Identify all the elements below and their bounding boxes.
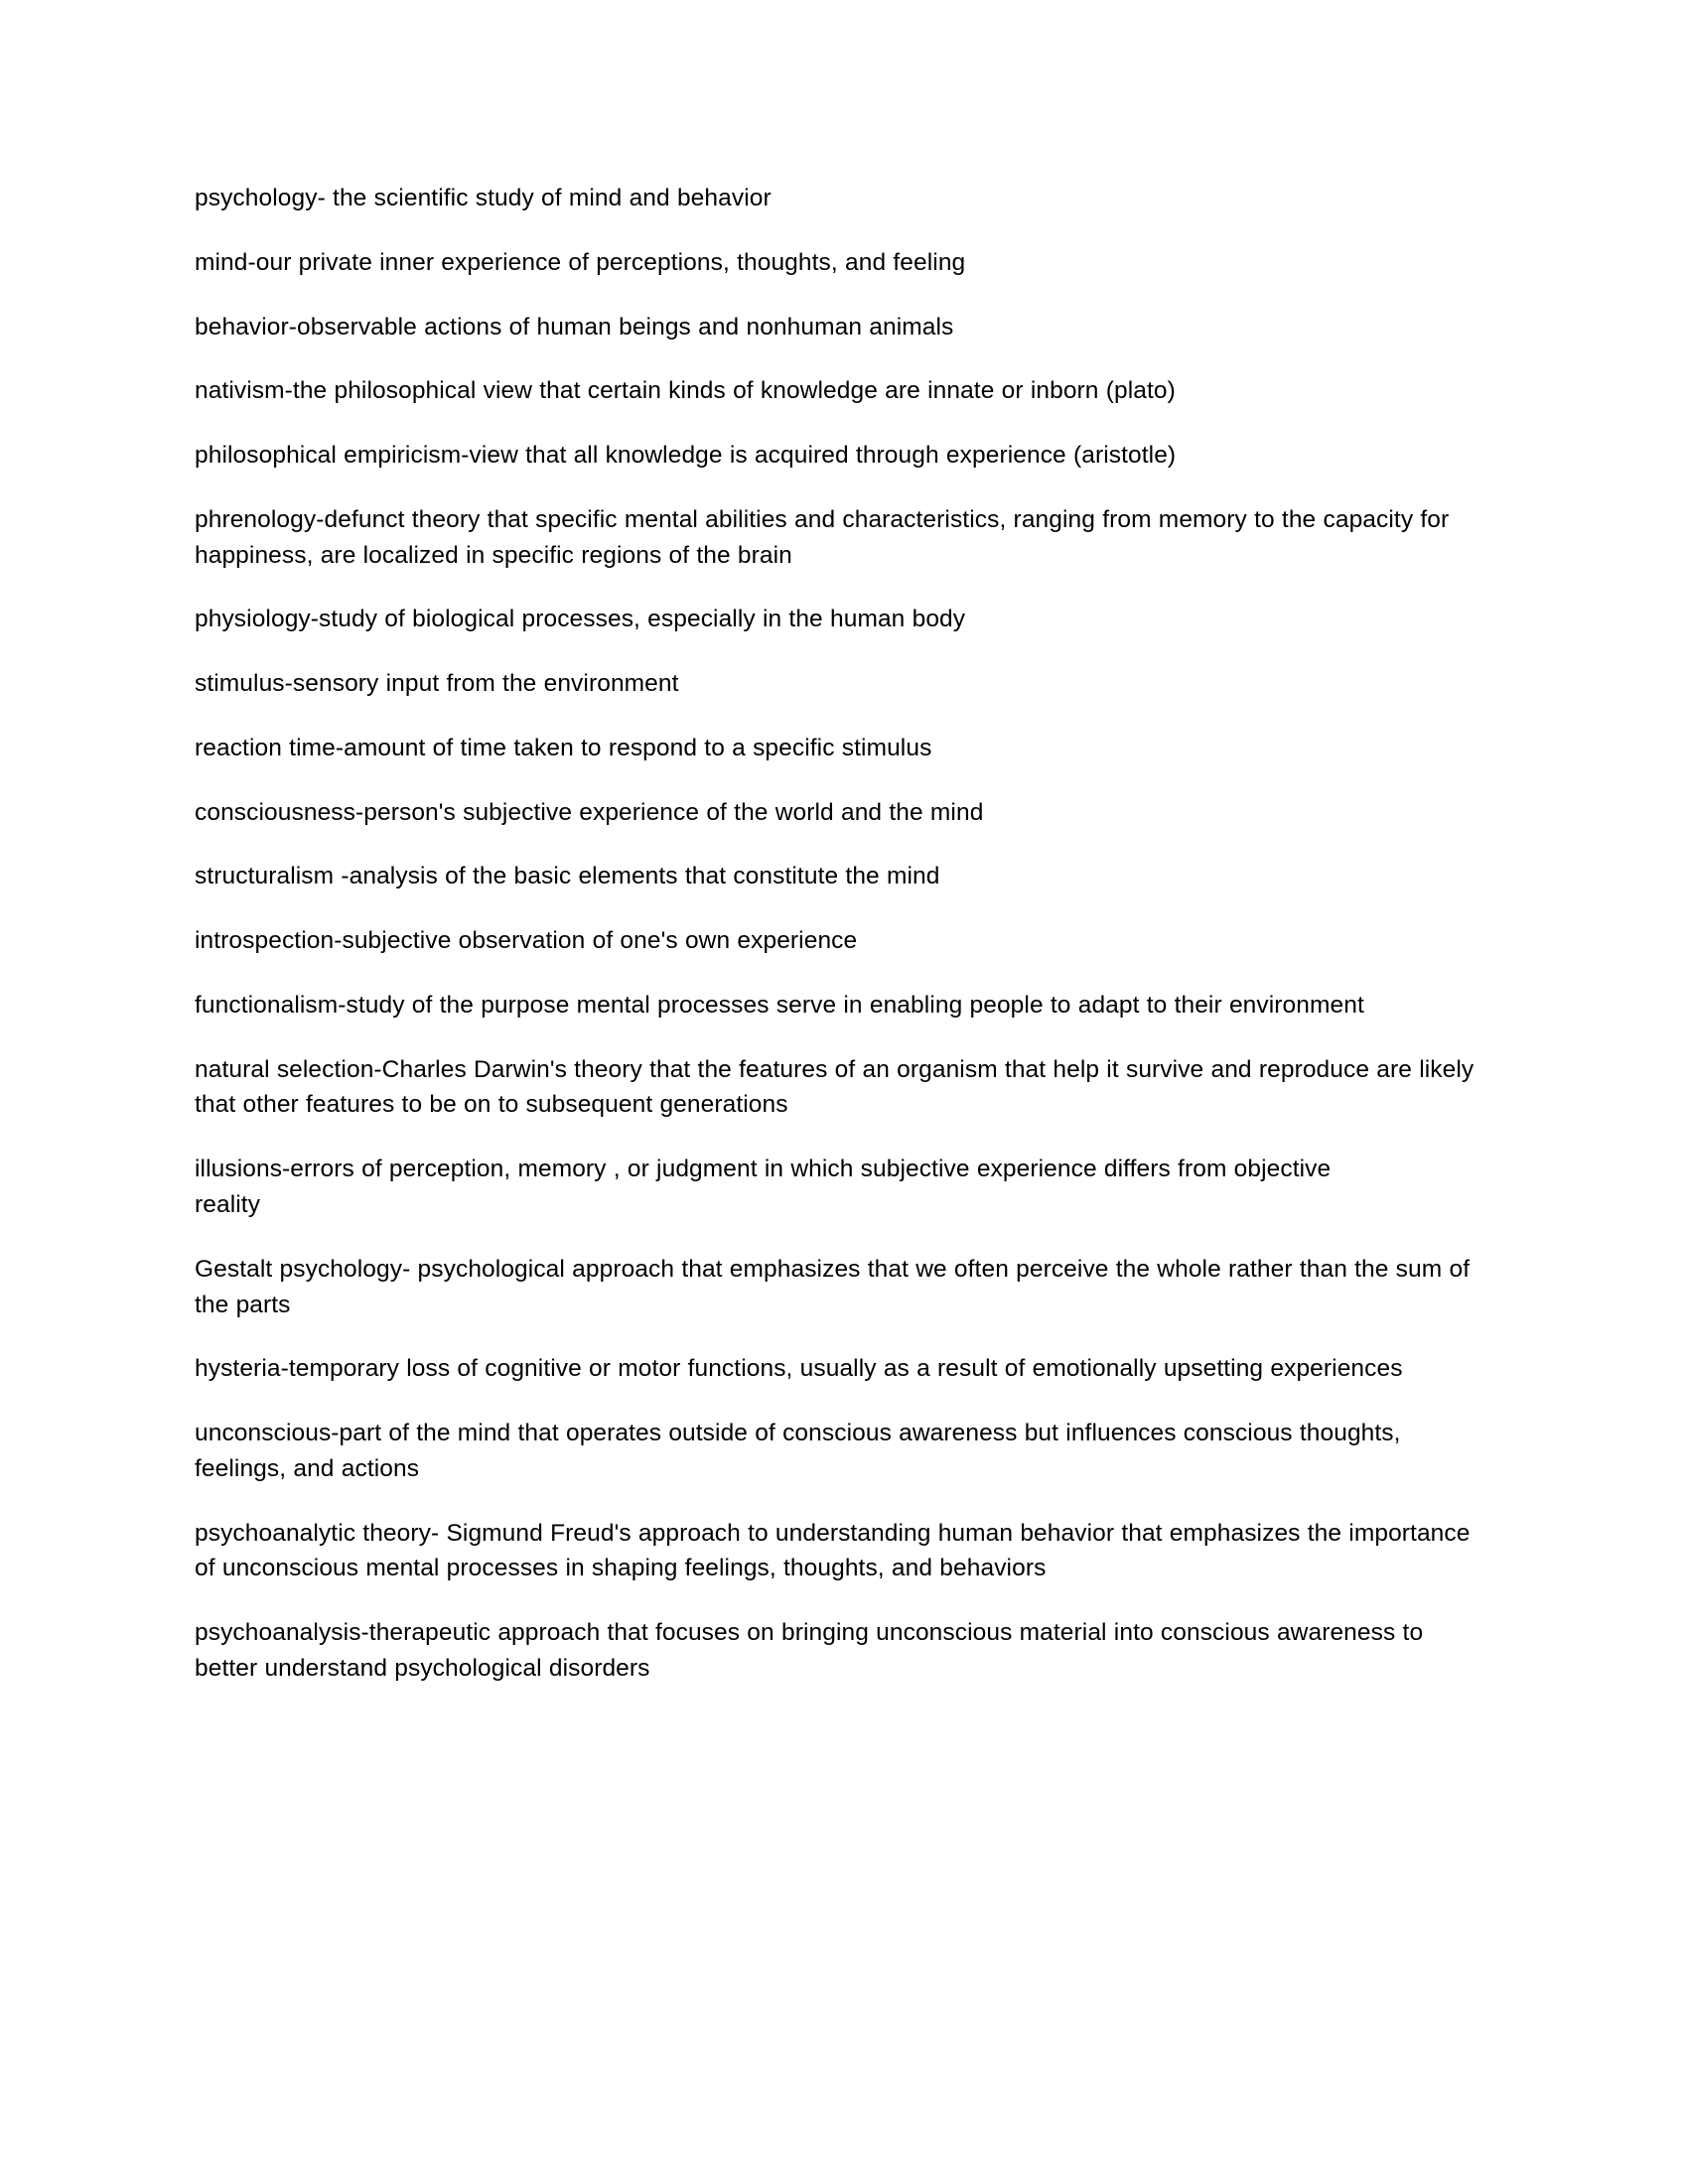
glossary-entry-list (195, 181, 1495, 1687)
glossary-entry-psychoanalytic-theory: psychoanalytic theory- Sigmund Freud's approach to understanding human behavior that emphasizes the importance of unconscious mental processes in shaping feelings, thoughts, and behaviors (195, 1519, 1471, 1582)
glossary-entry-physiology: physiology-study of biological processes, especially in the human body (195, 606, 966, 633)
glossary-entry-consciousness: consciousness-person's subjective experience of the world and the mind (195, 798, 984, 826)
glossary-entry-unconscious: unconscious-part of the mind that operates outside of conscious awareness but influences conscious thoughts, feelings, and actions (195, 1420, 1401, 1482)
glossary-entry-psychoanalysis: psychoanalysis-therapeutic approach that focuses on bringing unconscious material into conscious awareness to better understand psychological disorders (195, 1619, 1424, 1682)
glossary-entry-functionalism: functionalism-study of the purpose mental processes serve in enabling people to adapt to their environment (195, 991, 1364, 1019)
glossary-entry-stimulus: stimulus-sensory input from the environment (195, 670, 679, 698)
glossary-entry-philosophical-empiricism: philosophical empiricism-view that all knowledge is acquired through experience (aristotle) (195, 442, 1177, 470)
glossary-entry-nativism: nativism-the philosophical view that certain kinds of knowledge are innate or inborn (plato) (195, 377, 1176, 405)
glossary-entry-hysteria: hysteria-temporary loss of cognitive or motor functions, usually as a result of emotionally upsetting experiences (195, 1355, 1403, 1383)
glossary-entry-illusions: illusions-errors of perception, memory , or judgment in which subjective experience differs from objective reality (195, 1156, 1332, 1219)
glossary-entry-gestalt-psychology: Gestalt psychology- psychological approach that emphasizes that we often perceive the whole rather than the sum of the parts (195, 1255, 1471, 1318)
glossary-entry-mind: mind-our private inner experience of perceptions, thoughts, and feeling (195, 248, 966, 276)
glossary-entry-behavior: behavior-observable actions of human beings and nonhuman animals (195, 313, 954, 341)
glossary-entry-reaction-time: reaction time-amount of time taken to respond to a specific stimulus (195, 734, 932, 761)
glossary-entry-structuralism: structuralism -analysis of the basic elements that constitute the mind (195, 863, 940, 890)
glossary-entry-introspection: introspection-subjective observation of one's own experience (195, 927, 858, 955)
glossary-entry-phrenology: phrenology-defunct theory that specific mental abilities and characteristics, ranging from memory to the capacity for happiness, are localized in specific regions of the brain (195, 505, 1450, 569)
glossary-entry-natural-selection: natural selection-Charles Darwin's theory that the features of an organism that help it survive and reproduce are likely that other features to be on to subsequent generations (195, 1055, 1475, 1119)
glossary-entry-psychology: psychology- the scientific study of mind and behavior (195, 185, 772, 211)
